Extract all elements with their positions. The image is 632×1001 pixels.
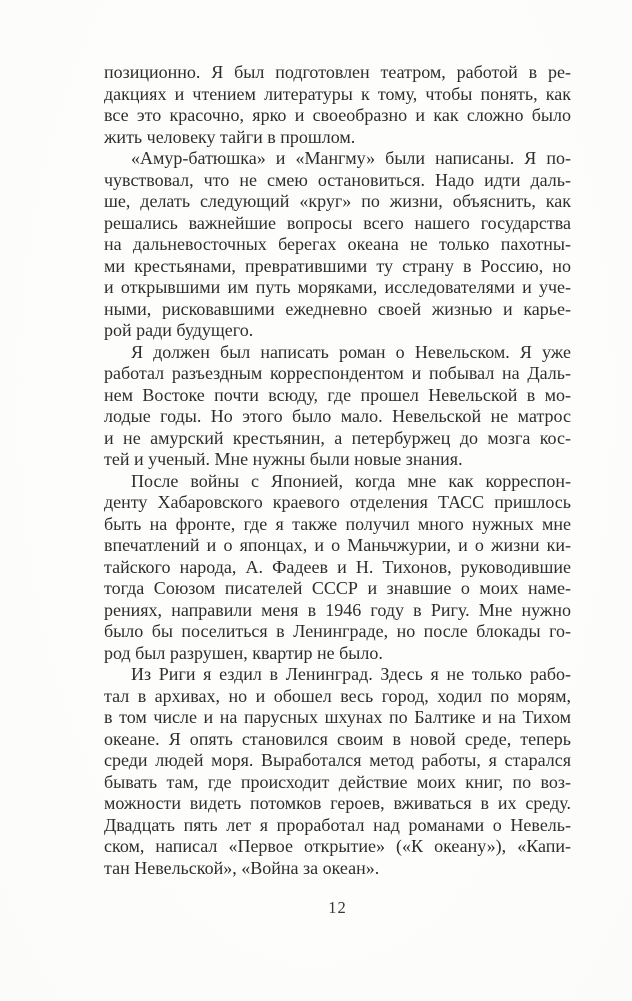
- text-line: род был разрушен, квартир не было.: [104, 642, 383, 663]
- text-line: на дальневосточных берегах океана не только пахотны-: [104, 234, 571, 254]
- text-line: работал разъездным корреспондентом и побывал на Даль-: [104, 363, 571, 383]
- text-line: нем Востоке почти всюду, где прошел Невельской в мо-: [104, 384, 571, 405]
- paragraph: [104, 342, 571, 471]
- page-number: 12: [328, 898, 347, 917]
- text-line: жить человеку тайги в прошлом.: [104, 126, 356, 147]
- text-line: быть на фронте, где я также получил много нужных мне: [104, 513, 571, 534]
- text-line: ми крестьянами, превратившими ту страну в Россию, но: [104, 255, 571, 276]
- text-line: рениях, направили меня в 1946 году в Ригу. Мне нужно: [104, 599, 571, 620]
- text-line: тал в архивах, но и обошел весь город, ходил по морям,: [104, 685, 571, 706]
- text-line: решались важнейшие вопросы всего нашего государства: [104, 212, 571, 233]
- text-line: в том числе и на парусных шхунах по Балтике и на Тихом: [104, 707, 571, 727]
- text-line: тей и ученый. Мне нужны были новые знания.: [104, 449, 463, 469]
- text-line: и не амурский крестьянин, а петербуржец до мозга кос-: [104, 427, 571, 448]
- text-line: можности видеть потомков героев, вживаться в их среду.: [104, 793, 571, 813]
- text-line: тайского народа, А. Фадеев и Н. Тихонов, руководившие: [104, 556, 571, 577]
- paragraph: [104, 148, 571, 342]
- text-line: океане. Я опять становился своим в новой среде, теперь: [104, 728, 571, 749]
- paragraph: [104, 471, 571, 665]
- text-line: Двадцать пять лет я проработал над романами о Невель-: [104, 814, 571, 835]
- text-line: ными, рисковавшими ежедневно своей жизнью и карье-: [104, 298, 571, 319]
- paragraph: [104, 664, 571, 879]
- text-line: впечатлений и о японцах, и о Маньчжурии, и о жизни ки-: [104, 535, 571, 555]
- text-line: ше, делать следующий «круг» по жизни, объяснить, как: [104, 191, 571, 211]
- text-line: лодые годы. Но этого было мало. Невельской не матрос: [104, 406, 571, 426]
- text-line: и открывшими им путь моряками, исследователями и уче-: [104, 277, 571, 297]
- text-line: тан Невельской», «Война за океан».: [104, 857, 380, 878]
- text-line: Я должен был написать роман о Невельском. Я уже: [131, 341, 571, 362]
- text-line: чувствовал, что не смею остановиться. Надо идти даль-: [104, 169, 571, 190]
- text-line: бывать там, где происходит действие моих книг, по воз-: [104, 771, 571, 792]
- text-line: После войны с Японией, когда мне как корреспон-: [131, 470, 571, 491]
- page-text-block: [104, 62, 571, 879]
- text-line: дакциях и чтением литературы к тому, чтобы понять, как: [104, 83, 571, 104]
- text-line: рой ради будущего.: [104, 320, 254, 340]
- text-line: «Амур-батюшка» и «Мангму» были написаны. Я по-: [131, 148, 571, 168]
- text-line: тогда Союзом писателей СССР и знавшие о моих наме-: [104, 578, 571, 598]
- text-line: все это красочно, ярко и своеобразно и как сложно было: [104, 105, 571, 125]
- text-line: позиционно. Я был подготовлен театром, работой в ре-: [104, 62, 571, 82]
- text-line: среди людей моря. Выработался метод работы, я старался: [104, 750, 571, 770]
- paragraph: [104, 62, 571, 148]
- text-line: ском, написал «Первое открытие» («К океану»), «Капи-: [104, 836, 571, 856]
- text-line: было бы поселиться в Ленинграде, но после блокады го-: [104, 621, 571, 641]
- text-line: Из Риги я ездил в Ленинград. Здесь я не только рабо-: [131, 664, 571, 684]
- text-line: денту Хабаровского краевого отделения ТАСС пришлось: [104, 492, 571, 512]
